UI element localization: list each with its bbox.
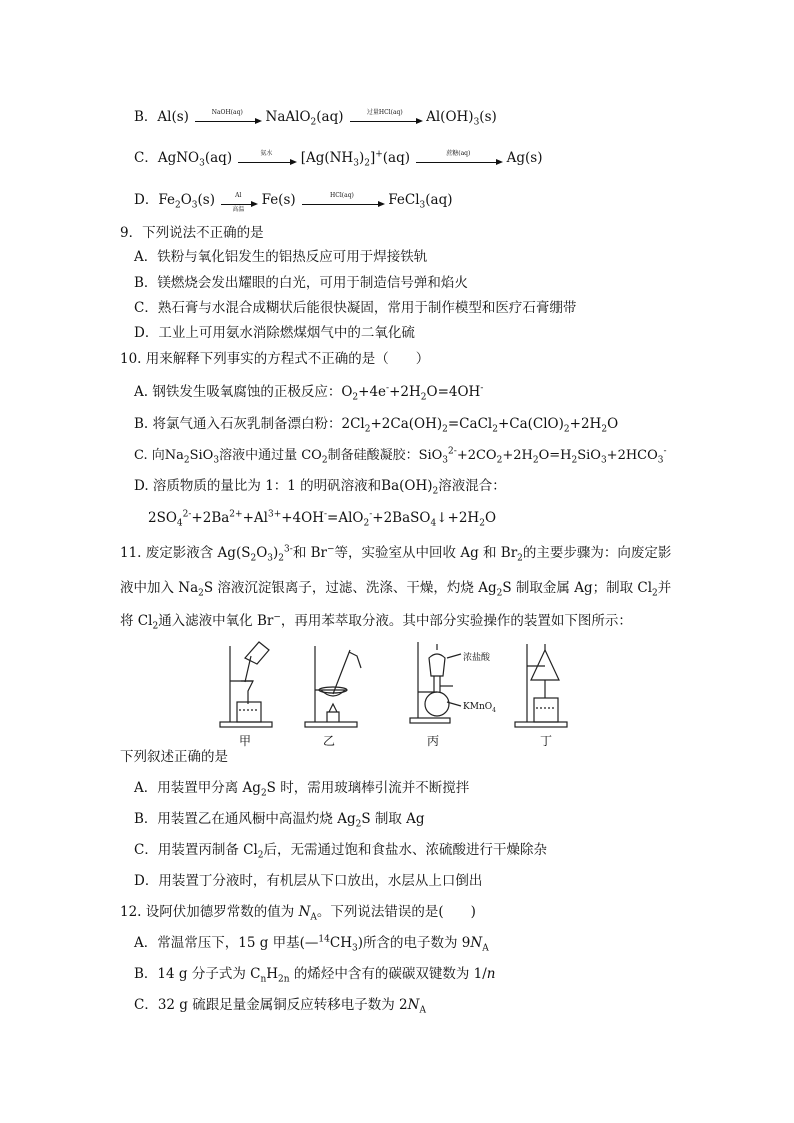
q11-stem-line2: 液中加入 $Na_2S$ 溶液沉淀银离子，过滤、洗涤、干燥，灼烧 $Ag_2S$ 制取金属 Ag；制取 $Cl_2$并 [120,580,672,599]
q10-option-c: C. 向$Na_2SiO_3$溶液中通过量 $CO_2$制备硅酸凝胶：$SiO_3^{2-}+2CO_2+2H_2O=H_2SiO_3+2HCO_3^-$ [134,446,667,466]
q9-option-b: B．镁燃烧会发出耀眼的白光，可用于制造信号弹和焰火 [134,275,468,291]
q11-stem-line3: 将 $Cl_2$通入滤液中氧化 Br−，再用苯萃取分液。其中部分实验操作的装置如下图所示： [120,612,632,632]
apparatus-drawing [215,636,575,732]
reaction-arrow: 氨水 [238,155,294,163]
q10-stem: 10. 用来解释下列事实的方程式不正确的是（ ） [120,351,430,367]
apparatus-ding-separation [515,644,567,727]
q8-option-c: C．AgNO$_3$(aq) 氨水 $[Ag(NH_3)_2]^+(aq)$ 蔗糖(aq) Ag(s) [134,149,543,169]
q11-stem-line1: 11. 废定影液含 $Ag(S_2O_3)_2^{3-}$和 Br−等，实验室从中回收 Ag 和 $Br_2$的主要步骤为：向废定影 [120,544,672,564]
q8-option-b: B．Al(s) NaOH(aq) NaAlO$_2$(aq) 过量HCl(aq) $Al(OH)_3(s)$ [134,108,497,128]
q11-option-a: A．用装置甲分离 $Ag_2S$ 时，需用玻璃棒引流并不断搅拌 [134,780,470,799]
reaction-arrow: 过量HCl(aq) [350,114,420,122]
reaction-arrow: 蔗糖(aq) [416,155,500,163]
reaction-arrow: NaOH(aq) [195,114,259,122]
q10-option-d-equation: $2SO_4^{2-}+2Ba^{2+}+Al^{3+}+4OH^-=AlO_2^-+2BaSO_4↓+2H_2O$ [148,509,497,529]
apparatus-jia-filtration [220,642,272,727]
q11-option-c: C．用装置丙制备 $Cl_2$后，无需通过饱和食盐水、浓硫酸进行干燥除杂 [134,842,548,861]
apparatus-label-hcl: 浓盐酸 [463,653,491,663]
apparatus-bing-generator [410,642,461,723]
q12-option-c: C．32 g 硫跟足量金属铜反应转移电子数为 $2N_A$ [134,997,426,1016]
q12-stem: 12. 设阿伏加德罗常数的值为 $N_A$。下列说法错误的是( ) [120,904,476,923]
q12-option-a: A．常温常压下，15 g 甲基$(—^{14}CH_3)$所含的电子数为 $9N_A$ [134,934,489,954]
q11-question: 下列叙述正确的是 [120,749,228,765]
apparatus-figure [215,636,575,746]
q8-option-d: D．$Fe_2O_3(s)$ Al 高温 Fe(s) HCl(aq) FeCl$_3$(aq) [134,191,453,213]
q10-option-a: A. 钢铁发生吸氧腐蚀的正极反应：$O_2+4e^-+2H_2O=4OH^-$ [134,383,484,403]
q10-option-b: B. 将氯气通入石灰乳制备漂白粉：$2Cl_2+2Ca(OH)_2=CaCl_2+Ca(ClO)_2+2H_2O$ [134,416,619,435]
apparatus-yi-heating [305,646,361,727]
q9-option-d: D．工业上可用氨水消除燃煤烟气中的二氧化硫 [134,325,415,341]
q11-option-d: D．用装置丁分液时，有机层从下口放出，水层从上口倒出 [134,873,483,889]
q9-option-c: C．熟石膏与水混合成糊状后能很快凝固，常用于制作模型和医疗石膏绷带 [134,300,577,316]
apparatus-label-kmno4: KMnO$_4$ [463,702,496,714]
apparatus-label-bing: 丙 [427,734,440,748]
apparatus-label-yi: 乙 [323,734,336,748]
reaction-arrow: HCl(aq) [302,197,382,205]
q12-option-b: B．14 g 分子式为 $C_nH_{2n}$ 的烯烃中含有的碳碳双键数为 1/n [134,966,496,985]
q9-stem: 9．下列说法不正确的是 [120,225,264,241]
reaction-arrow: Al 高温 [221,197,255,205]
q9-option-a: A．铁粉与氧化铝发生的铝热反应可用于焊接铁轨 [134,249,428,265]
q10-option-d: D. 溶质物质的量比为 1：1 的明矾溶液和$Ba(OH)_2$溶液混合： [134,478,506,497]
apparatus-label-ding: 丁 [540,734,553,748]
apparatus-label-jia: 甲 [239,734,252,748]
q11-option-b: B．用装置乙在通风橱中高温灼烧 $Ag_2S$ 制取 Ag [134,811,425,830]
